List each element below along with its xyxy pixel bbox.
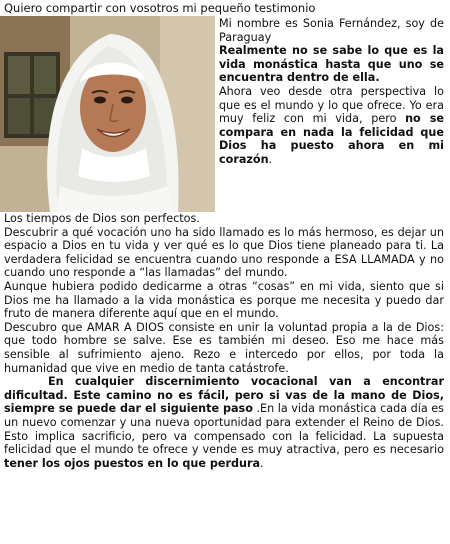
nun-photo <box>0 16 215 212</box>
paragraph-2 <box>219 85 444 167</box>
intro-line: Quiero compartir con vosotros mi pequeño testimonio <box>4 1 316 15</box>
paragraph-7-text: .En la vida monástica cada día es un nuevo comenzar y una nueva oportunidad para extender el Reino de Dios. Esto implica sacrificio, pero va compensado con la felicidad. La supuesta felicidad que el mundo te ofrece y vende es muy atractiva, pero es necesario <box>4 402 444 457</box>
paragraph-4: Descubrir a qué vocación uno ha sido llamado es lo más hermoso, es dejar un espacio a Dios en tu vida y ver qué es lo que Dios tiene planeado para ti. La verdadera felicidad se encuentra cuando uno responde a ESA LLAMADA y no cuando uno responde a “las llamadas” del mundo. <box>4 225 444 280</box>
paragraph-6: Descubro que AMAR A DIOS consiste en unir la voluntad propia a la de Dios: que todo hombre se salve. Ese es también mi deseo. Eso me hace más sensible al sufrimiento ajeno. Rezo e intercedo por ellos, por toda la humanidad que vive en medio de tanta catástrofe. <box>4 320 444 375</box>
paragraph-1 <box>219 44 444 85</box>
author-intro: Mi nombre es Sonia Fernández, soy de Paraguay <box>219 17 444 44</box>
paragraph-7-end: . <box>260 456 264 470</box>
nun-portrait-image <box>0 16 215 212</box>
body-column <box>4 212 444 470</box>
paragraph-1-bold: Realmente no se sabe lo que es la vida monástica hasta que uno se encuentra dentro de ella. <box>219 44 444 85</box>
paragraph-2-bold: no se compara en nada la felicidad que Dios ha puesto ahora en mi corazón <box>219 112 445 166</box>
paragraph-7-bold-2: tener los ojos puestos en lo que perdura <box>4 456 261 470</box>
paragraph-7-bold: En cualquier discernimiento vocacional van a encontrar dificultad. Este camino no es fácil, pero si vas de la mano de Dios, siempre se puede dar el siguiente paso <box>4 375 444 416</box>
paragraph-2-end: . <box>268 152 273 166</box>
side-column <box>219 17 444 167</box>
paragraph-2-text: Ahora veo desde otra perspectiva lo que es el mundo y lo que ofrece. Yo era muy feliz con mi vida, pero <box>219 84 444 126</box>
paragraph-5: Aunque hubiera podido dedicarme a otras “cosas” en mi vida, siento que si Dios me ha llamado a la vida monástica es porque me necesita y puedo dar fruto de manera diferente aquí que en el mundo. <box>4 279 444 321</box>
paragraph-7 <box>4 375 444 470</box>
paragraph-3: Los tiempos de Dios son perfectos. <box>4 212 200 225</box>
